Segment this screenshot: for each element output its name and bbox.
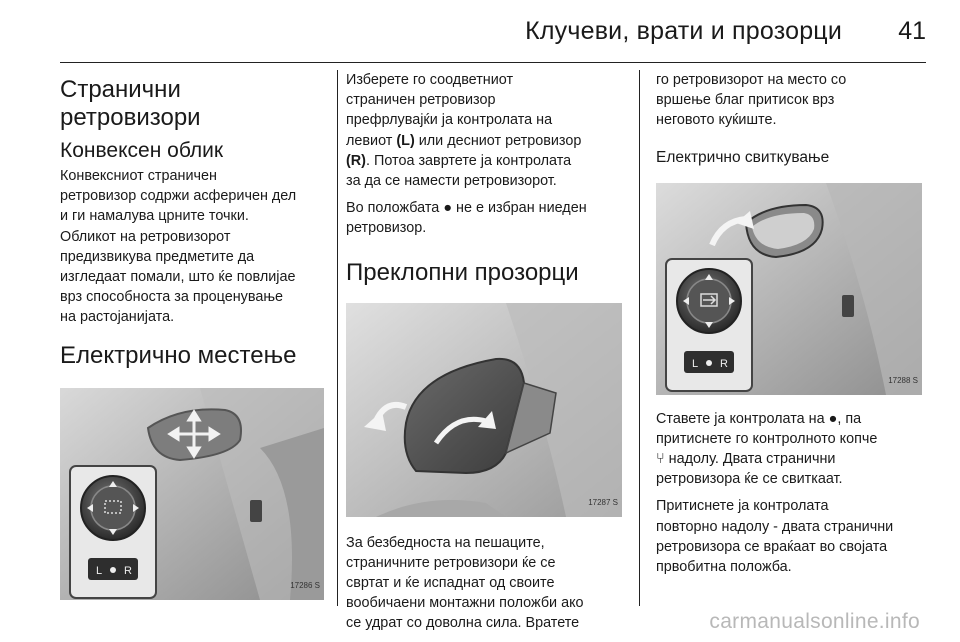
column-divider-1: [337, 70, 338, 606]
figure-mirror-electric-fold: [656, 183, 922, 395]
mirror-fold-illustration: [346, 303, 622, 517]
column-3: [656, 70, 926, 584]
chapter-title: Клучеви, врати и прозорци: [525, 17, 842, 45]
svg-text:R: R: [124, 564, 132, 577]
subsection-title-folding: Преклопни прозорци: [346, 258, 579, 286]
select-mirror-paragraph: Изберете го соодветниот страничен ретровизор префрлувајќи ја контролата на левиот (L) или десниот ретровизор (R). Потоа завртете ја контролата за да се намести ретровизорот.: [346, 72, 582, 190]
column-1: [60, 70, 325, 600]
section-title: Странични ретровизори: [60, 76, 201, 131]
svg-text:L: L: [692, 357, 699, 370]
page-number: 41: [898, 17, 926, 45]
figure-mirror-fold: [346, 303, 622, 517]
mirror-electric-fold-illustration: [656, 183, 922, 395]
page-header: [0, 0, 960, 64]
subsection-title-electric-fold: Електрично свиткување: [656, 148, 830, 166]
pedestrian-safety-paragraph: За безбедноста на пешаците, страничните ретровизори ќе се свртат и ќе испаднат од своите вообичаени монтажни положби ако се удрат со доволна сила. Вратете: [346, 534, 584, 632]
figure-code: 17288 S: [888, 376, 918, 386]
convex-paragraph: Конвексниот страничен ретровизор содржи асферичен дел и ги намалува црните точки. Обликот на ретровизорот предизвикува предметите да изгледаат помали, што ќе повлијае врз способноста за проценување на растојанијата.: [60, 168, 297, 326]
figure-code: 17286 S: [290, 581, 320, 591]
column-divider-2: [639, 70, 640, 606]
figure-code: 17287 S: [588, 498, 618, 508]
unfold-instructions-paragraph: Притиснете ја контролата повторно надолу - двата странични ретровизора се враќаат во својата првобитна положба.: [656, 498, 894, 576]
column-2: [346, 70, 631, 641]
watermark: carmanualsonline.info: [709, 610, 920, 633]
subsection-title-electric-adjust: Електрично местење: [60, 341, 297, 369]
subsection-title-convex: Конвексен облик: [60, 139, 224, 162]
fold-instructions-paragraph: Ставете ја контролата на ●, па притиснете го контролното копче ⑂ надолу. Двата странични ретровизора ќе се свиткаат.: [656, 410, 878, 488]
return-mirror-paragraph: го ретровизорот на место со вршење благ притисок врз неговото куќиште.: [656, 72, 847, 129]
figure-mirror-adjust: [60, 388, 324, 600]
svg-text:L: L: [96, 564, 103, 577]
header-rule: [60, 62, 926, 63]
mirror-adjust-illustration: [60, 388, 324, 600]
svg-text:R: R: [720, 357, 728, 370]
neutral-position-paragraph: Во положбата ● не е избран ниеден ретровизор.: [346, 200, 587, 237]
